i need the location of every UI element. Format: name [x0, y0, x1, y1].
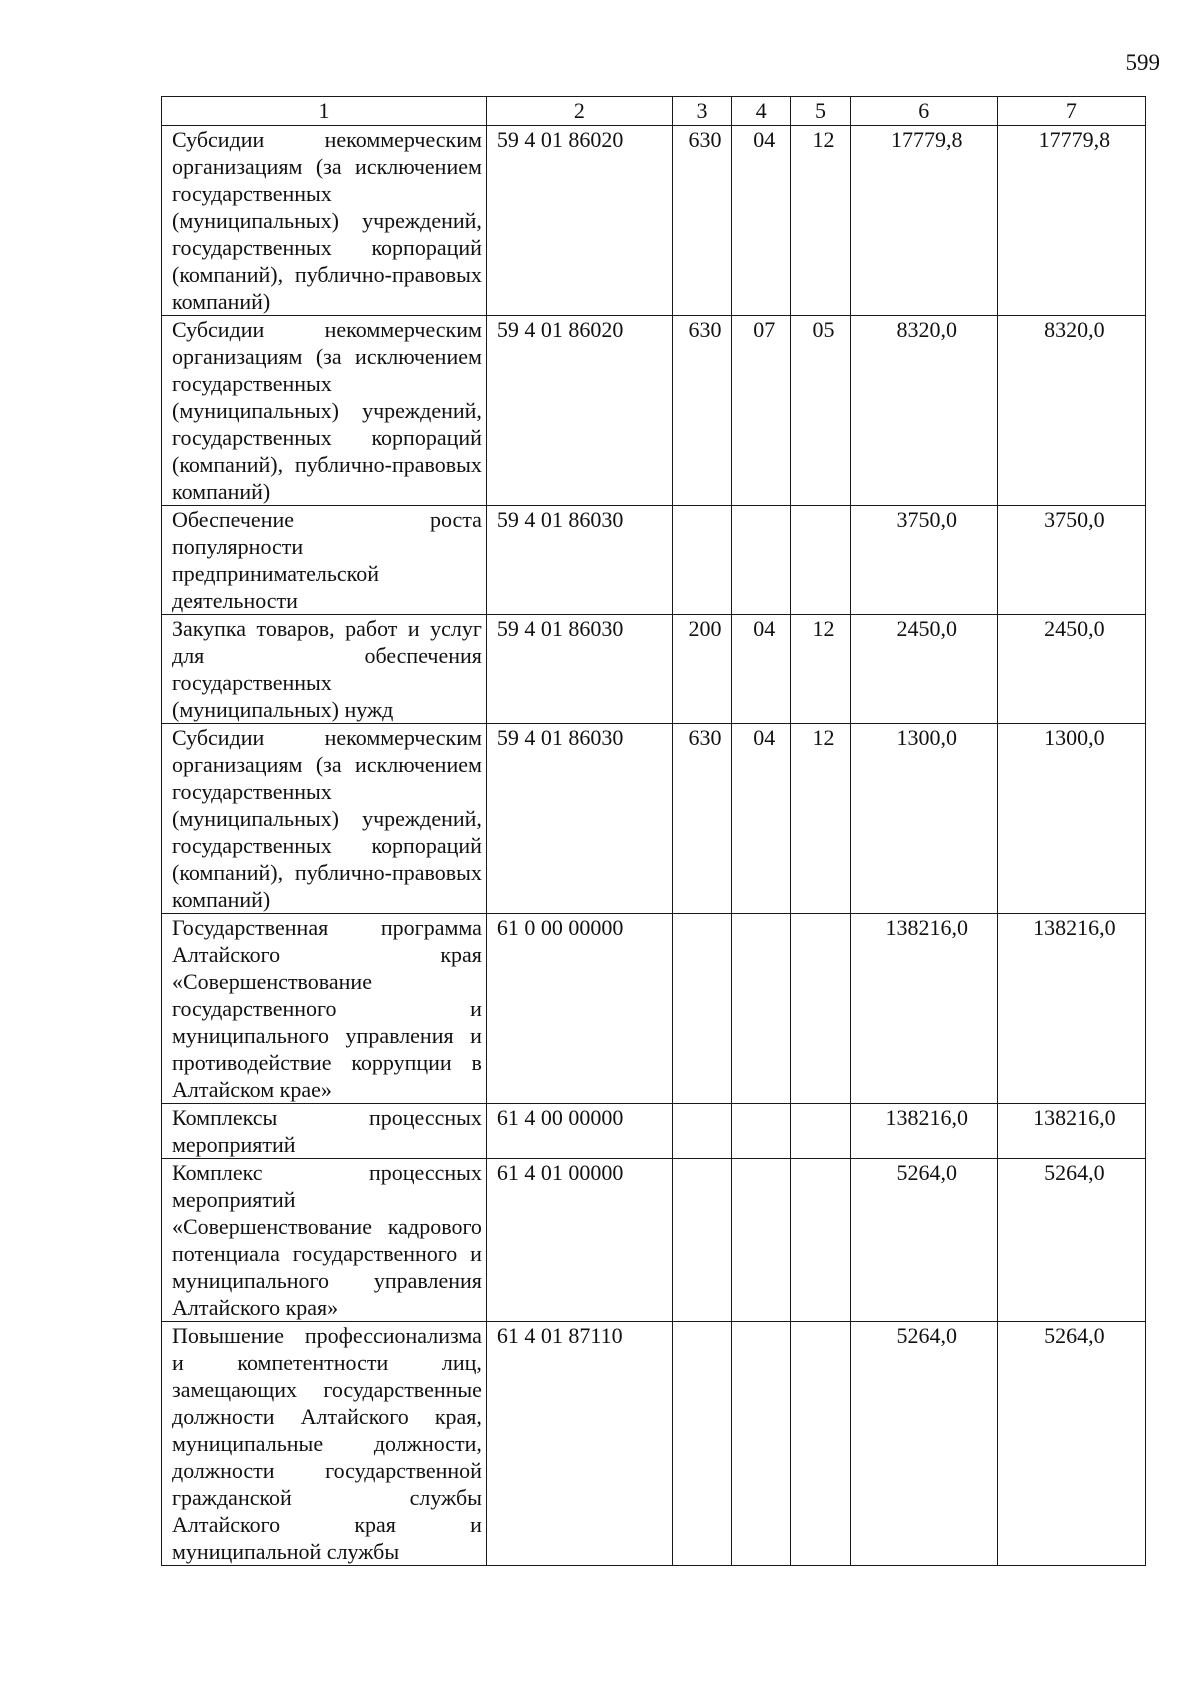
row-col3 [672, 1322, 731, 1566]
row-col3 [672, 914, 731, 1104]
row-col3: 630 [672, 126, 731, 316]
table-row [162, 615, 1146, 724]
column-header: 2 [486, 97, 672, 126]
table-row [162, 914, 1146, 1104]
row-code: 59 4 01 86030 [486, 724, 672, 914]
row-col4 [732, 1159, 791, 1322]
row-value-7: 5264,0 [997, 1322, 1145, 1566]
row-col3 [672, 1159, 731, 1322]
row-col3: 630 [672, 316, 731, 506]
page-number: 599 [1125, 50, 1160, 75]
row-value-6: 8320,0 [850, 316, 997, 506]
row-col4 [732, 1104, 791, 1159]
column-header: 5 [791, 97, 850, 126]
row-value-6: 5264,0 [850, 1159, 997, 1322]
table-row [162, 316, 1146, 506]
column-header: 1 [162, 97, 487, 126]
row-value-6: 138216,0 [850, 914, 997, 1104]
row-value-7: 17779,8 [997, 126, 1145, 316]
row-code: 59 4 01 86030 [486, 506, 672, 615]
row-col5 [791, 506, 850, 615]
row-col4: 04 [732, 724, 791, 914]
budget-table [161, 96, 1146, 1566]
header-row [162, 97, 1146, 126]
row-value-6: 17779,8 [850, 126, 997, 316]
row-col3 [672, 1104, 731, 1159]
row-name: Обеспечение роста популярности предпринимательской деятельности [162, 506, 487, 615]
row-name: Комплекс процессных мероприятий «Совершенствование кадрового потенциала государственного и муниципального управления Алтайского края» [162, 1159, 487, 1322]
row-col5 [791, 914, 850, 1104]
row-col4 [732, 506, 791, 615]
row-col5 [791, 1159, 850, 1322]
row-col5: 05 [791, 316, 850, 506]
row-value-6: 2450,0 [850, 615, 997, 724]
row-code: 59 4 01 86020 [486, 316, 672, 506]
row-name: Субсидии некоммерческим организациям (за исключением государственных (муниципальных) учреждений, государственных корпораций (компаний), публично-правовых компаний) [162, 126, 487, 316]
row-col3: 200 [672, 615, 731, 724]
row-col3 [672, 506, 731, 615]
row-value-7: 1300,0 [997, 724, 1145, 914]
row-col4: 04 [732, 615, 791, 724]
column-header: 4 [732, 97, 791, 126]
table-row [162, 126, 1146, 316]
row-name: Закупка товаров, работ и услуг для обеспечения государственных (муниципальных) нужд [162, 615, 487, 724]
row-value-7: 5264,0 [997, 1159, 1145, 1322]
row-col4: 07 [732, 316, 791, 506]
row-code: 59 4 01 86020 [486, 126, 672, 316]
row-col4 [732, 1322, 791, 1566]
row-value-6: 1300,0 [850, 724, 997, 914]
table-row [162, 724, 1146, 914]
row-code: 61 4 01 00000 [486, 1159, 672, 1322]
column-header: 6 [850, 97, 997, 126]
row-value-7: 138216,0 [997, 1104, 1145, 1159]
column-header: 3 [672, 97, 731, 126]
row-col5: 12 [791, 126, 850, 316]
table-row [162, 1104, 1146, 1159]
row-value-7: 138216,0 [997, 914, 1145, 1104]
row-value-7: 8320,0 [997, 316, 1145, 506]
row-col4: 04 [732, 126, 791, 316]
row-name: Государственная программа Алтайского края «Совершенствование государственного и муниципального управления и противодействие коррупции в Алтайском крае» [162, 914, 487, 1104]
row-name: Субсидии некоммерческим организациям (за исключением государственных (муниципальных) учреждений, государственных корпораций (компаний), публично-правовых компаний) [162, 724, 487, 914]
row-value-7: 2450,0 [997, 615, 1145, 724]
row-value-7: 3750,0 [997, 506, 1145, 615]
table-row [162, 506, 1146, 615]
row-col3: 630 [672, 724, 731, 914]
row-value-6: 5264,0 [850, 1322, 997, 1566]
row-name: Субсидии некоммерческим организациям (за исключением государственных (муниципальных) учреждений, государственных корпораций (компаний), публично-правовых компаний) [162, 316, 487, 506]
row-col5 [791, 1322, 850, 1566]
row-code: 61 0 00 00000 [486, 914, 672, 1104]
row-code: 59 4 01 86030 [486, 615, 672, 724]
row-name: Повышение профессионализма и компетентности лиц, замещающих государственные должности Алтайского края, муниципальные должности, должности государственной гражданской службы Алтайского края и муниципальной службы [162, 1322, 487, 1566]
row-code: 61 4 00 00000 [486, 1104, 672, 1159]
column-header: 7 [997, 97, 1145, 126]
row-col4 [732, 914, 791, 1104]
row-name: Комплексы процессных мероприятий [162, 1104, 487, 1159]
row-col5: 12 [791, 724, 850, 914]
row-value-6: 3750,0 [850, 506, 997, 615]
table-row [162, 1159, 1146, 1322]
row-col5 [791, 1104, 850, 1159]
row-code: 61 4 01 87110 [486, 1322, 672, 1566]
row-col5: 12 [791, 615, 850, 724]
table-row [162, 1322, 1146, 1566]
row-value-6: 138216,0 [850, 1104, 997, 1159]
